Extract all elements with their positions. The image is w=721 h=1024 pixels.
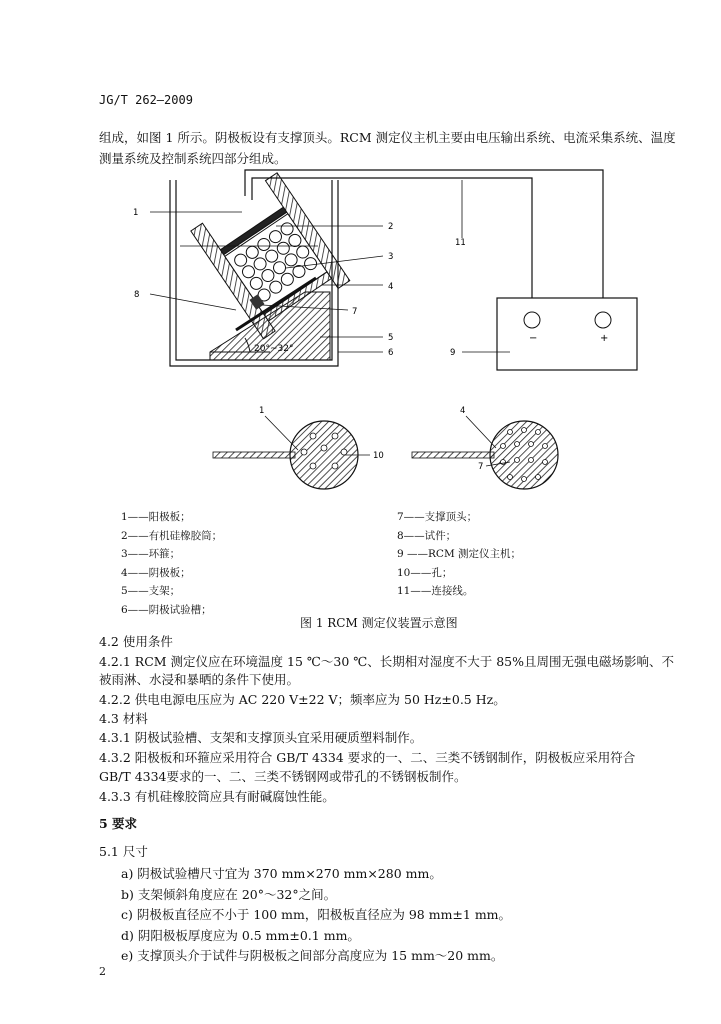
angle-label: 20°~32° [254, 344, 294, 354]
legend-right [397, 508, 521, 601]
label-3: 3 [388, 252, 394, 262]
section-4-3-1: 4.3.1 阴极试验槽、支架和支撑顶头宜采用硬质塑料制作。 [99, 730, 423, 745]
label-4: 4 [388, 282, 394, 292]
anode-plate-detail [213, 406, 384, 489]
intro-line-1: 组成，如图 1 所示。阴极板设有支撑顶头。RCM 测定仪主机主要由电压输出系统、电流采集系统、温度 [99, 130, 676, 145]
label-10: 10 [373, 451, 384, 461]
doc-id-header: JG/T 262—2009 [99, 93, 193, 107]
minus-sign: − [529, 333, 538, 344]
label-5: 5 [388, 333, 394, 343]
legend-item: 1——阳极板； [121, 511, 191, 523]
section-4-2-1-a: 4.2.1 RCM 测定仪应在环境温度 15 ℃～30 ℃、长期相对湿度不大于 85%且周围无强电磁场影响、不 [99, 654, 674, 669]
intro-line-2: 测量系统及控制系统四部分组成。 [99, 151, 287, 166]
cathode-plate-detail [412, 406, 558, 489]
size-requirements-list [121, 864, 511, 967]
legend-item: 6——阴极试验槽； [121, 603, 212, 616]
legend-item: 8——试件； [397, 529, 457, 542]
legend-item: 5——支架； [121, 585, 181, 597]
page-number: 2 [99, 965, 106, 978]
section-4-2-1-b: 被雨淋、水浸和暴晒的条件下使用。 [99, 672, 300, 687]
list-item: a) 阴极试验槽尺寸宜为 370 mm×270 mm×280 mm。 [121, 866, 442, 881]
plus-sign: + [600, 333, 609, 344]
label-11: 11 [455, 238, 466, 248]
figure-caption: 图 1 RCM 测定仪装置示意图 [300, 616, 458, 630]
label-9: 9 [450, 348, 456, 358]
rcm-host-box [497, 298, 637, 370]
label-1-detail: 1 [259, 406, 265, 416]
legend-item: 3——环箍； [121, 548, 181, 560]
label-2: 2 [388, 222, 394, 232]
list-item: e) 支撑顶头介于试件与阴极板之间部分高度应为 15 mm～20 mm。 [121, 948, 504, 964]
legend-item: 7——支撑顶头； [397, 511, 478, 523]
label-7-detail: 7 [478, 462, 484, 472]
label-1: 1 [133, 208, 139, 218]
list-item: c) 阴极板直径应不小于 100 mm，阳极板直径应为 98 mm±1 mm。 [121, 907, 512, 923]
negative-terminal [524, 312, 540, 328]
section-4-2-2: 4.2.2 供电电源电压应为 AC 220 V±22 V；频率应为 50 Hz±0.5 Hz。 [99, 692, 506, 707]
section-4-3-title: 4.3 材料 [99, 711, 148, 726]
label-8: 8 [134, 290, 140, 300]
list-item: d) 阴阳极板厚度应为 0.5 mm±0.1 mm。 [121, 927, 360, 943]
legend-item: 4——阴极板； [121, 566, 191, 579]
legend-item: 2——有机硅橡胶筒； [121, 529, 223, 542]
label-4-detail: 4 [460, 406, 466, 416]
section-4-3-2-a: 4.3.2 阳极板和环箍应采用符合 GB/T 4334 要求的一、二、三类不锈钢制作，阴极板应采用符合 [99, 750, 636, 765]
label-6: 6 [388, 348, 394, 358]
legend-item: 9 ——RCM 测定仪主机； [397, 548, 522, 560]
legend-item: 11——连接线。 [397, 585, 474, 597]
section-5-1-title: 5.1 尺寸 [99, 844, 148, 859]
section-4-3-2-b: GB/T 4334要求的一、二、三类不锈钢网或带孔的不锈钢板制作。 [99, 769, 467, 784]
section-5-title: 5 要求 [99, 816, 138, 831]
section-4-2-title: 4.2 使用条件 [99, 634, 173, 649]
list-item: b) 支架倾斜角度应在 20°～32°之间。 [121, 886, 337, 902]
section-4-3-3: 4.3.3 有机硅橡胶筒应具有耐碱腐蚀性能。 [99, 789, 335, 804]
label-7: 7 [352, 307, 358, 317]
legend-item: 10——孔； [397, 566, 453, 579]
positive-terminal [595, 312, 611, 328]
legend-left [121, 508, 222, 619]
